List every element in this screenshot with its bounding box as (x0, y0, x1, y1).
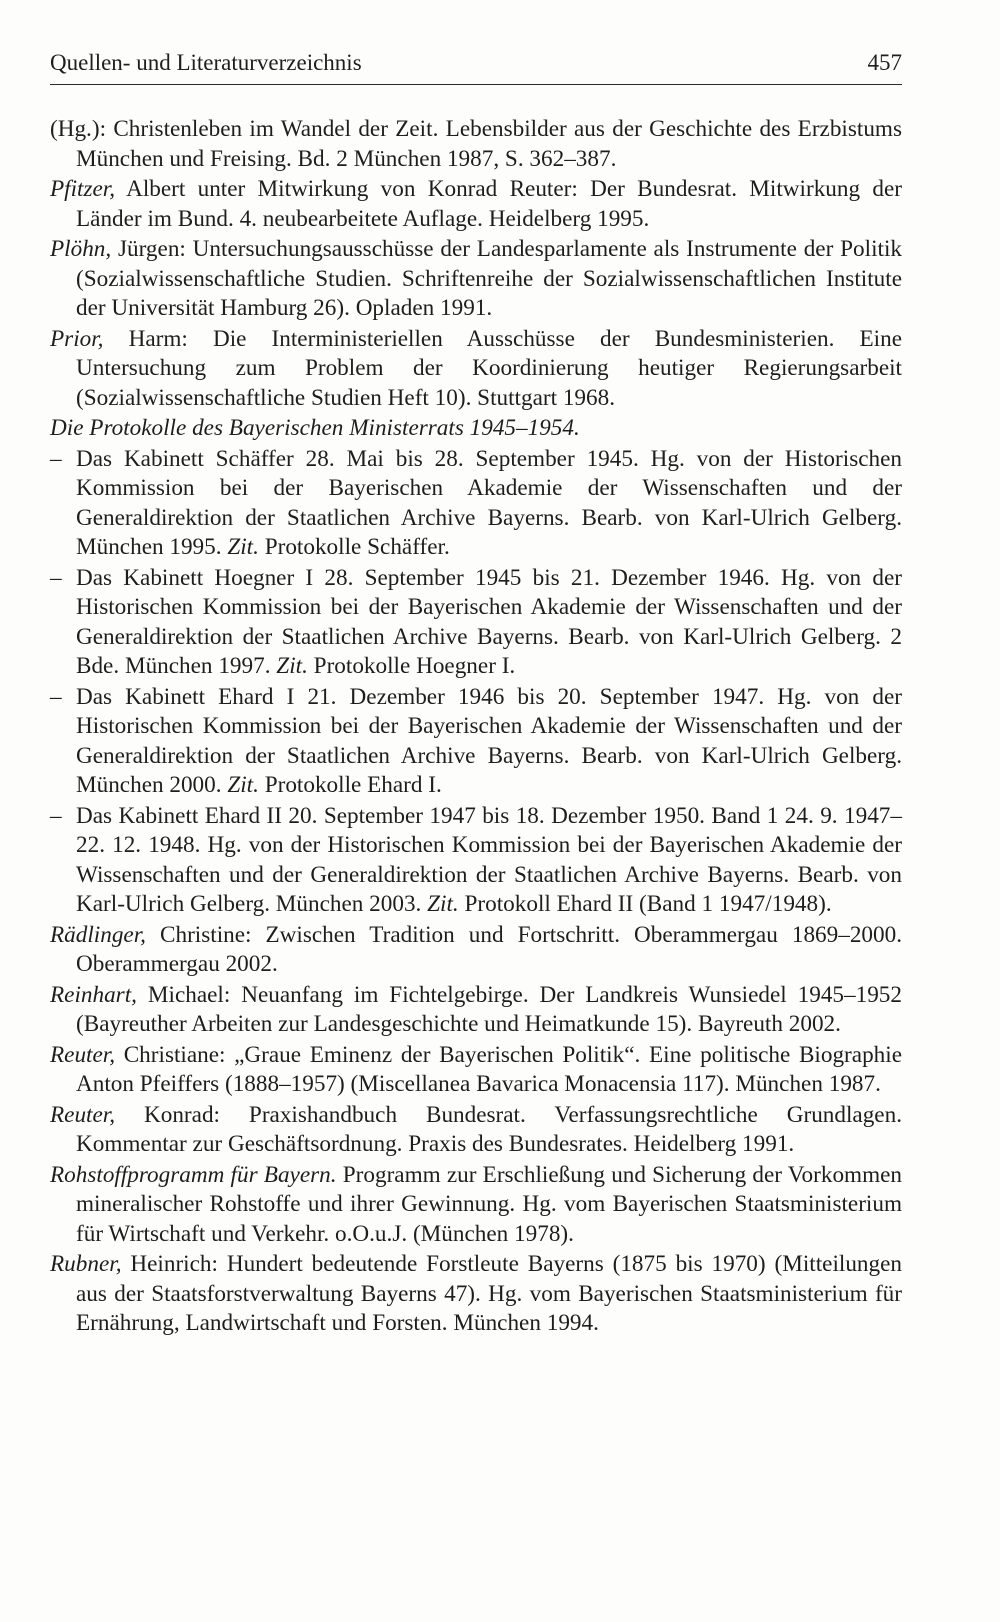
entry-text: Christine: Zwischen Tradition und Fortschritt. Oberammergau 1869–2000. Oberammergau 2002. (76, 921, 902, 977)
subentry-short: Protokolle Ehard I. (258, 772, 442, 798)
entry-author: Pfitzer, (50, 176, 116, 202)
bib-subentry (50, 564, 902, 682)
subentry-short: Protokoll Ehard II (Band 1 1947/1948). (458, 891, 832, 917)
entry-text: Harm: Die Interministeriellen Ausschüsse der Bundesministerien. Eine Untersuchung zum Problem der Koordinierung heutiger Regierungsarbeit (Sozialwissenschaftliche Studien Heft 10). Stuttgart 1968. (76, 325, 902, 411)
page-number: 457 (867, 50, 902, 75)
subentry-zit: Zit. (427, 891, 459, 917)
bib-entry (50, 921, 902, 980)
subentry-dash: – (50, 802, 62, 829)
subentry-text: Das Kabinett Hoegner I 28. September 1945 bis 21. Dezember 1946. Hg. von der Historischen Kommission bei der Bayerischen Akademie der Wissenschaften und der Generaldirektion der Staatlichen Archive Bayerns. Bearb. von Karl-Ulrich Gelberg. 2 Bde. München 1997. (76, 564, 902, 679)
entry-text: (Hg.): Christenleben im Wandel der Zeit. Lebensbilder aus der Geschichte des Erzbistums München und Freising. Bd. 2 München 1987, S. 362–387. (50, 116, 902, 172)
entry-text: Heinrich: Hundert bedeutende Forstleute Bayerns (1875 bis 1970) (Mitteilungen aus der Staatsforstverwaltung Bayerns 47). Hg. vom Bayerischen Staatsministerium für Ernährung, Landwirtschaft und Forsten. München 1994. (76, 1251, 902, 1336)
entry-author: Reuter, (50, 1101, 116, 1128)
entry-author: Rädlinger, (50, 921, 146, 948)
bib-entry (50, 1161, 902, 1250)
bib-entry (50, 981, 902, 1040)
bib-entry (50, 414, 902, 444)
entry-text: Christiane: „Graue Eminenz der Bayerischen Politik“. Eine politische Biographie Anton Pfeiffers (1888–1957) (Miscellanea Bavarica Monacensia 117). München 1987. (76, 1041, 902, 1097)
subentry-zit: Zit. (227, 772, 259, 798)
entry-text: Konrad: Praxishandbuch Bundesrat. Verfassungsrechtliche Grundlagen. Kommentar zur Geschäftsordnung. Praxis des Bundesrates. Heidelberg 1991. (76, 1101, 902, 1157)
bibliography-list (50, 115, 902, 1340)
subentry-dash: – (50, 683, 62, 710)
entry-author: Reuter, (50, 1041, 116, 1068)
entry-text: Michael: Neuanfang im Fichtelgebirge. Der Landkreis Wunsiedel 1945–1952 (Bayreuther Arbeiten zur Landesgeschichte und Heimatkunde 15). Bayreuth 2002. (76, 981, 902, 1037)
bib-subentry (50, 683, 902, 801)
header-rule (50, 84, 902, 85)
bib-entry (50, 1041, 902, 1100)
bib-subentry (50, 445, 902, 563)
bib-subentry (50, 802, 902, 920)
entry-author: Prior, (50, 325, 104, 352)
entry-author: Rubner, (50, 1251, 122, 1277)
entry-title: Rohstoffprogramm für Bayern. (50, 1161, 337, 1188)
subentry-text: Das Kabinett Schäffer 28. Mai bis 28. September 1945. Hg. von der Historischen Kommission bei der Bayerischen Akademie der Wissenschaften und der Generaldirektion der Staatlichen Archive Bayerns. Bearb. von Karl-Ulrich Gelberg. München 1995. (76, 445, 902, 560)
subentry-dash: – (50, 564, 62, 591)
subentry-short: Protokolle Hoegner I. (307, 653, 516, 679)
subentry-zit: Zit. (276, 653, 308, 679)
entry-title: Die Protokolle des Bayerischen Ministerrats 1945–1954. (50, 415, 580, 441)
subentry-zit: Zit. (227, 534, 259, 560)
running-header (50, 50, 902, 76)
subentry-short: Protokolle Schäffer. (258, 534, 450, 560)
header-title: Quellen- und Literaturverzeichnis (50, 50, 362, 75)
subentry-text: Das Kabinett Ehard II 20. September 1947 bis 18. Dezember 1950. Band 1 24. 9. 1947–22. 12. 1948. Hg. von der Historischen Kommission bei der Bayerischen Akademie der Wissenschaften und der Generaldirektion der Staatlichen Archive Bayerns. Bearb. von Karl-Ulrich Gelberg. München 2003. (76, 802, 902, 917)
bib-entry (50, 115, 902, 174)
entry-text: Albert unter Mitwirkung von Konrad Reuter: Der Bundesrat. Mitwirkung der Länder im Bund. 4. neubearbeitete Auflage. Heidelberg 1995. (76, 176, 902, 232)
bib-entry (50, 175, 902, 234)
entry-author: Reinhart, (50, 981, 137, 1008)
bib-entry (50, 1101, 902, 1160)
bib-entry (50, 1250, 902, 1339)
subentry-text: Das Kabinett Ehard I 21. Dezember 1946 bis 20. September 1947. Hg. von der Historischen Kommission bei der Bayerischen Akademie der Wissenschaften und der Generaldirektion der Staatlichen Archive Bayerns. Bearb. von Karl-Ulrich Gelberg. München 2000. (76, 683, 902, 798)
bib-entry (50, 235, 902, 324)
subentry-dash: – (50, 445, 62, 472)
entry-text: Programm zur Erschließung und Sicherung der Vorkommen mineralischer Rohstoffe und ihrer Gewinnung. Hg. vom Bayerischen Staatsministerium für Wirtschaft und Verkehr. o.O.u.J. (München 1978). (76, 1161, 902, 1247)
entry-author: Plöhn, (50, 236, 112, 262)
bib-entry (50, 325, 902, 414)
entry-text: Jürgen: Untersuchungsausschüsse der Landesparlamente als Instrumente der Politik (Sozialwissenschaftliche Studien. Schriftenreihe der Sozialwissenschaftlichen Institute der Universität Hamburg 26). Opladen 1991. (76, 236, 902, 321)
